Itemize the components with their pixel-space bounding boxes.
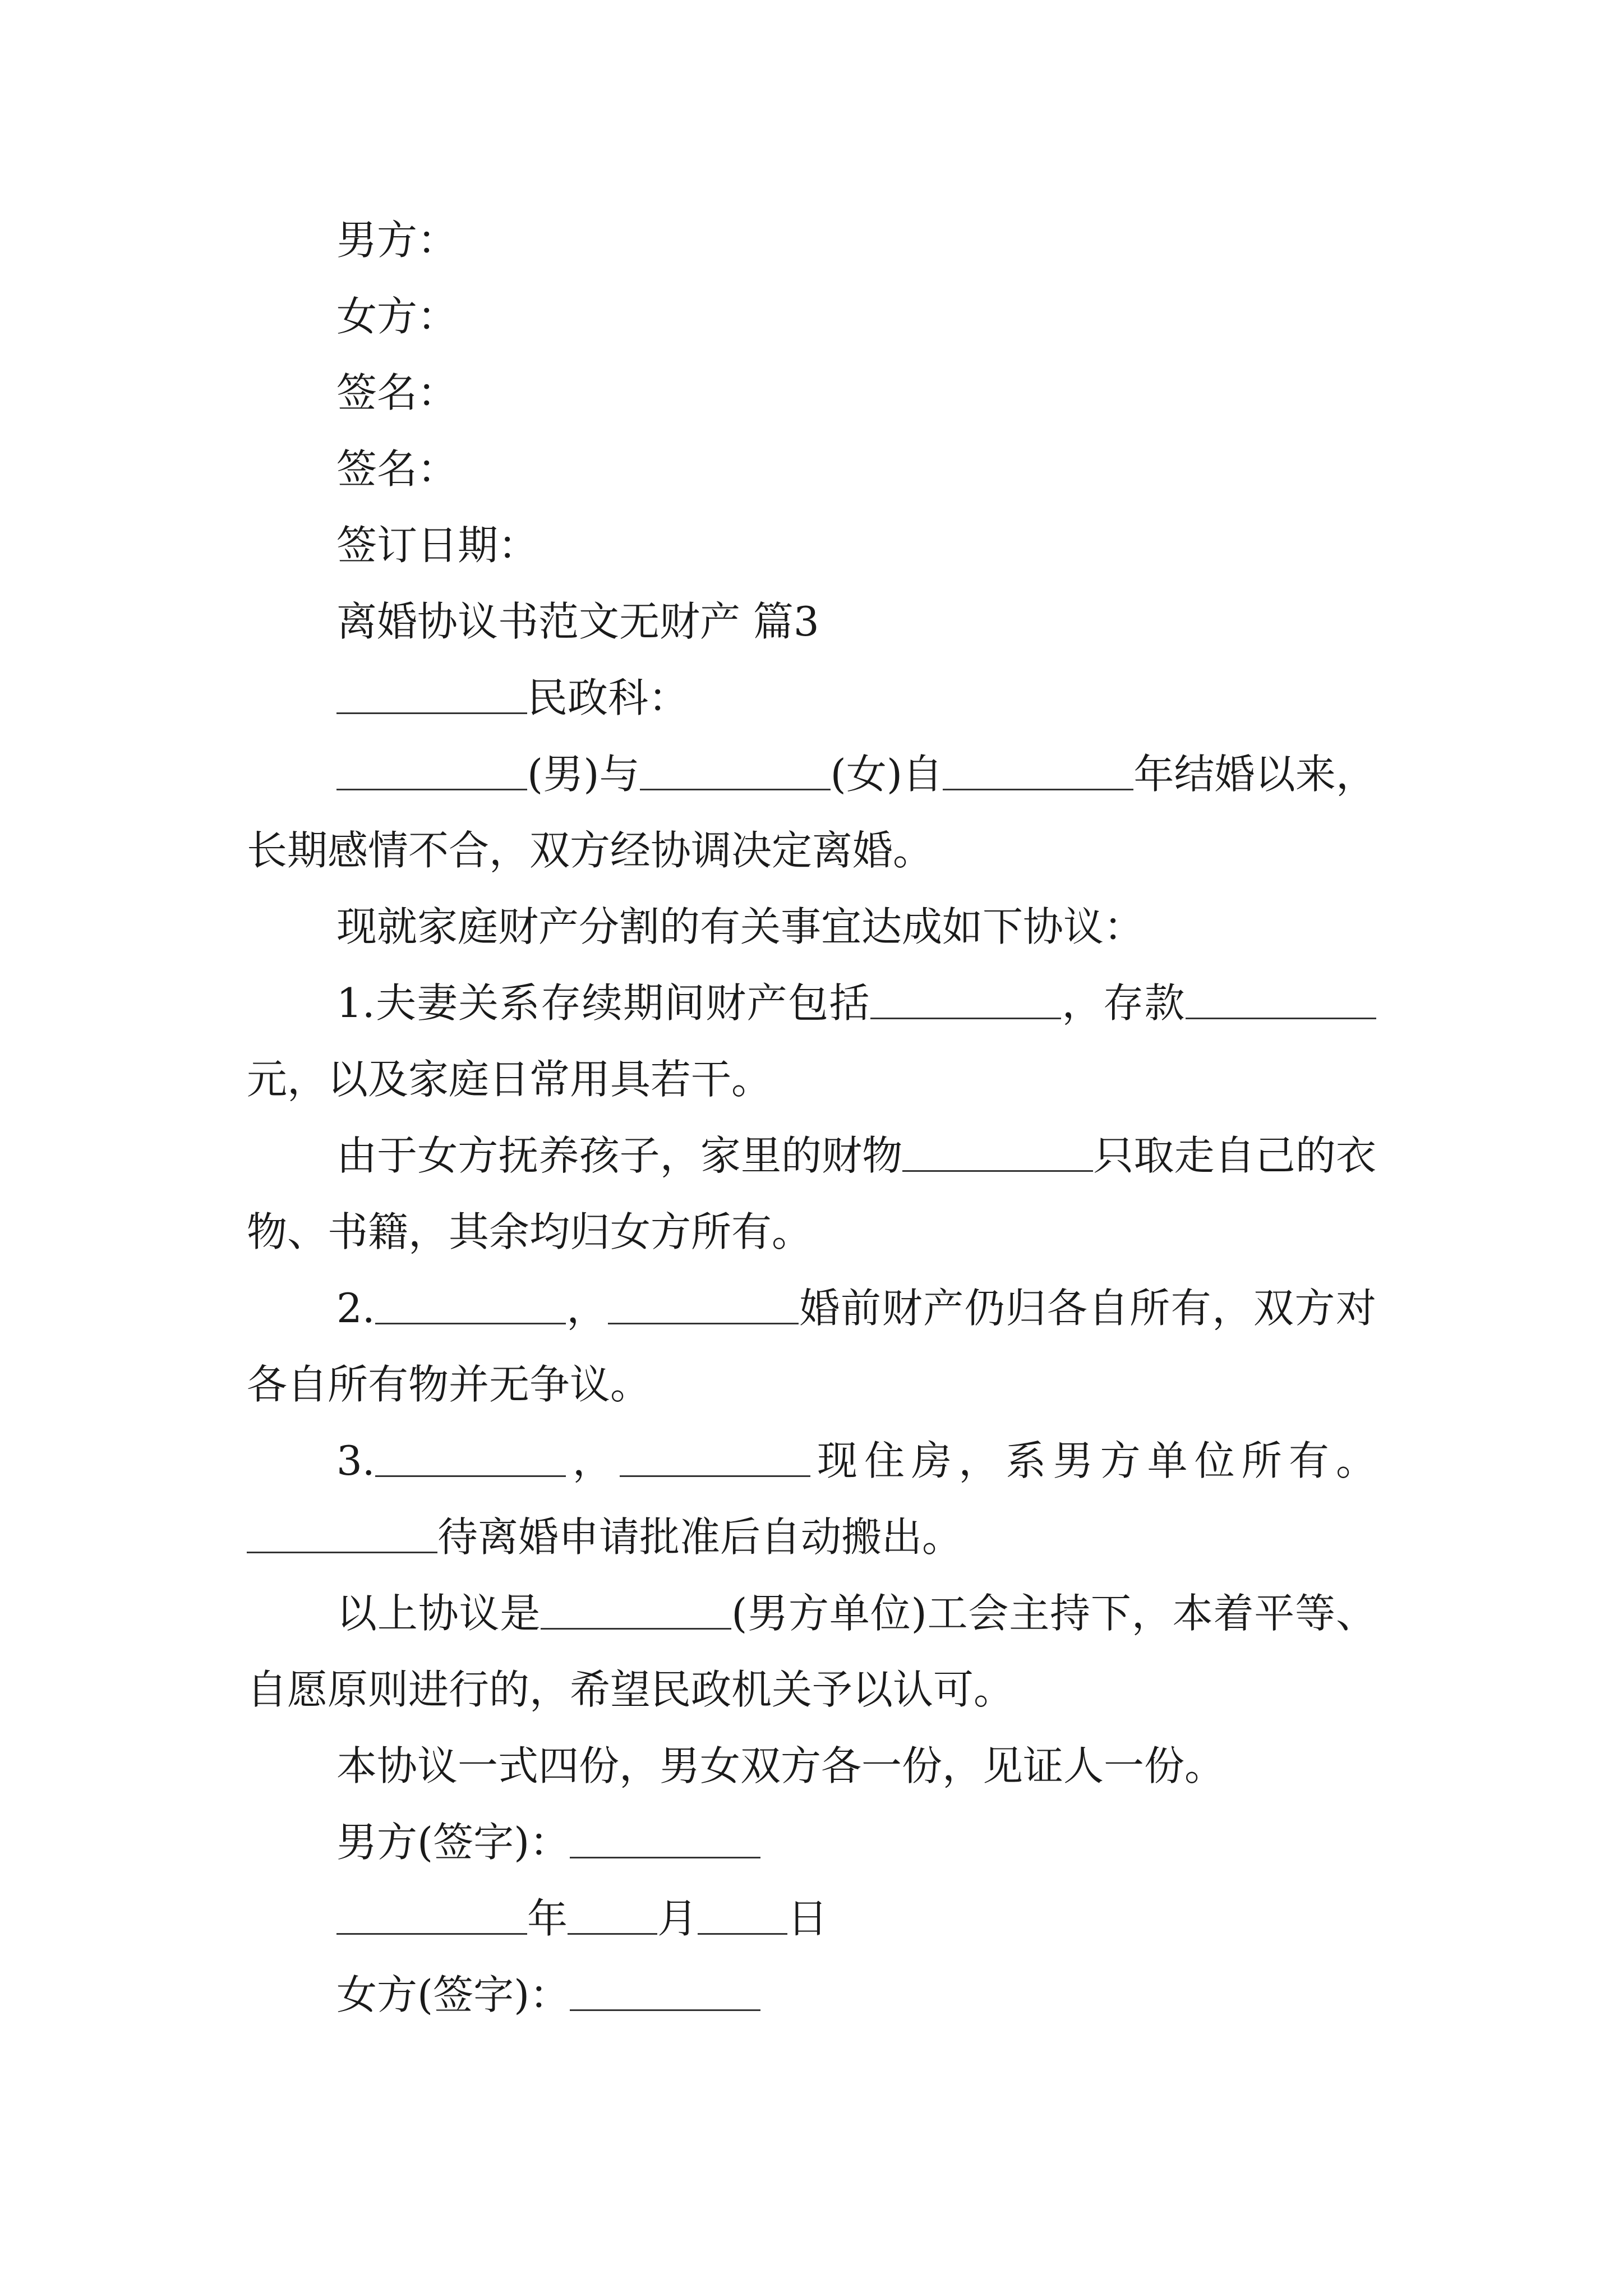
blank-field bbox=[375, 1442, 566, 1477]
union-text: 以上协议是 bbox=[336, 1590, 541, 1637]
date-day-label: 日 bbox=[787, 1895, 828, 1942]
item3-separator: ， bbox=[565, 1437, 620, 1484]
intro-text: 现就家庭财产分割的有关事宜达成如下协议： bbox=[336, 903, 1145, 950]
blank-field bbox=[568, 1899, 657, 1935]
female-party-line bbox=[247, 278, 1376, 355]
signature-label: 签名： bbox=[336, 445, 458, 493]
female-signature-label: 女方(签字)： bbox=[336, 1971, 570, 2018]
section-title-text: 离婚协议书范文无财产 篇3 bbox=[336, 598, 819, 645]
union-paragraph bbox=[247, 1575, 1376, 1728]
item2-rest-text: 婚前财产仍归各自所有，双方对各自所有物并无争议。 bbox=[247, 1285, 1376, 1408]
item2-paragraph bbox=[247, 1270, 1376, 1423]
item3-paragraph bbox=[247, 1423, 1376, 1575]
blank-field bbox=[870, 984, 1061, 1019]
item1-paragraph bbox=[247, 965, 1376, 1117]
document-body bbox=[247, 202, 1376, 2033]
item1-text: 1.夫妻关系存续期间财产包括 bbox=[336, 979, 871, 1027]
civil-affairs-text: 民政科： bbox=[527, 674, 689, 721]
date-year-label: 年 bbox=[527, 1895, 568, 1942]
item1-note-rest-text: 只取走自己的衣物、书籍，其余均归女方所有。 bbox=[247, 1132, 1376, 1255]
marriage-rest-text: 年结婚以来，长期感情不合，双方经协调决定离婚。 bbox=[247, 751, 1376, 874]
union-rest-text: (男方单位)工会主持下，本着平等、自愿原则进行的，希望民政机关予以认可。 bbox=[247, 1590, 1376, 1713]
female-signature-line bbox=[247, 1957, 1376, 2033]
item1-note-paragraph bbox=[247, 1117, 1376, 1270]
marriage-male-text: (男)与 bbox=[527, 751, 640, 798]
item3-housing-text: 现住房，系男方单位所有。 bbox=[810, 1437, 1376, 1484]
blank-field bbox=[541, 1594, 731, 1630]
blank-field bbox=[570, 1823, 760, 1858]
sign-date-line bbox=[247, 507, 1376, 583]
blank-field bbox=[608, 1289, 799, 1324]
blank-field bbox=[375, 1289, 566, 1324]
item2-number: 2. bbox=[336, 1285, 375, 1332]
blank-field bbox=[247, 1518, 437, 1553]
marriage-female-text: (女)自 bbox=[830, 751, 943, 798]
item1-rest-text: 元，以及家庭日常用具若干。 bbox=[247, 1056, 772, 1103]
male-party-line bbox=[247, 202, 1376, 278]
female-party-label: 女方： bbox=[336, 293, 458, 340]
male-party-label: 男方： bbox=[336, 217, 458, 264]
blank-field bbox=[640, 755, 831, 790]
civil-affairs-line bbox=[247, 660, 1376, 736]
sign-date-label: 签订日期： bbox=[336, 522, 539, 569]
item1-deposit-text: ，存款 bbox=[1061, 979, 1186, 1027]
item2-separator: ， bbox=[565, 1285, 608, 1332]
blank-field bbox=[1186, 984, 1376, 1019]
signature-label: 签名： bbox=[336, 369, 458, 416]
blank-field bbox=[902, 1137, 1093, 1172]
copies-paragraph bbox=[247, 1728, 1376, 1804]
signature-line-1 bbox=[247, 355, 1376, 431]
intro-paragraph bbox=[247, 889, 1376, 965]
blank-field bbox=[570, 1976, 760, 2011]
blank-field bbox=[620, 1442, 810, 1477]
blank-field bbox=[943, 755, 1133, 790]
item1-note-text: 由于女方抚养孩子，家里的财物 bbox=[336, 1132, 903, 1179]
male-signature-line bbox=[247, 1804, 1376, 1880]
date-line bbox=[247, 1880, 1376, 1957]
blank-field bbox=[336, 679, 527, 714]
blank-field bbox=[336, 1899, 527, 1935]
marriage-paragraph bbox=[247, 736, 1376, 889]
copies-text: 本协议一式四份，男女双方各一份，见证人一份。 bbox=[336, 1742, 1225, 1789]
date-month-label: 月 bbox=[657, 1895, 698, 1942]
item3-rest-text: 待离婚申请批准后自动搬出。 bbox=[437, 1513, 963, 1561]
male-signature-label: 男方(签字)： bbox=[336, 1819, 570, 1866]
item3-number: 3. bbox=[336, 1437, 375, 1484]
signature-line-2 bbox=[247, 431, 1376, 507]
blank-field bbox=[336, 755, 527, 790]
section-title bbox=[247, 583, 1376, 660]
blank-field bbox=[698, 1899, 787, 1935]
